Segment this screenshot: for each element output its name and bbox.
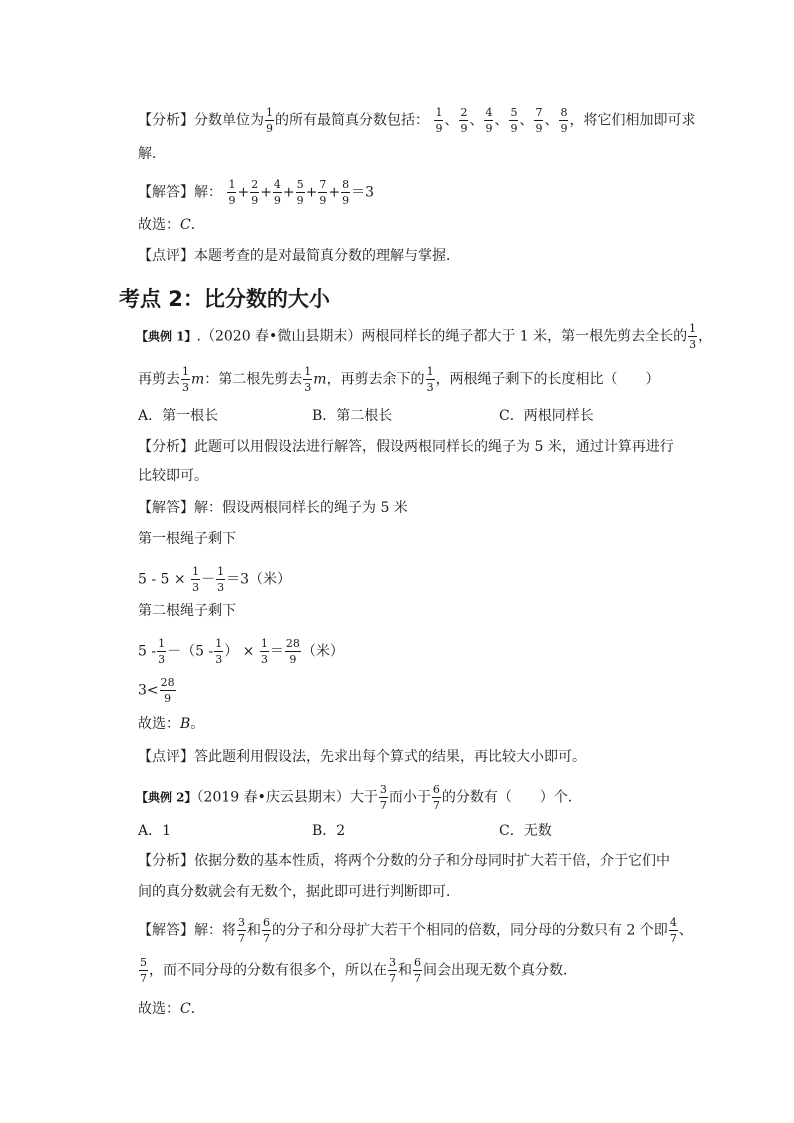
fraction: $\frac{1}{3}$ [158,637,166,666]
fraction: $\frac{7}{9}$ [535,106,543,135]
example-1-analysis-line-2: 比较即可。 [138,468,208,484]
option-c: C．无数 [499,823,552,839]
option-a: A．1 [138,823,172,839]
fraction: $\frac{6}{7}$ [432,783,440,812]
example-1-question-line-1: 【典例 1】.（2020 春•微山县期末）两根同样长的绳子都大于 1 米，第一根先剪去全长的 $\frac{1}{3}$ ， [136,322,713,351]
example-2-answer-line-2: $\frac{5}{7}$ ，而不同分母的分数有很多个，所以在 $\frac{3}{7}$ 和 $\frac{6}{7}$ 间会出现无数个真分数． [140,956,577,985]
example-2-answer-line-1: 【解答】解：将 $\frac{3}{7}$ 和 $\frac{6}{7}$ 的分子和分母扩大若干个相同的倍数，同分母的分数只有 2 个即 $\frac{4}{7}$ 、 [138,916,693,945]
calc-1: 5 - 5 × $\frac{1}{3}$ － $\frac{1}{3}$ ＝3（米） [138,565,292,594]
option-a: A．第一根长 [138,408,219,424]
example-1-comment: 【点评】答此题利用假设法，先求出每个算式的结果，再比较大小即可。 [138,749,586,765]
option-c: C．两根同样长 [499,408,594,424]
fraction: $\frac{2}{9}$ [251,178,259,207]
example-1-choose: 故选：B。 [138,716,205,732]
fraction: $\frac{1}{3}$ [689,322,697,351]
fraction: $\frac{1}{9}$ [228,178,236,207]
fraction: $\frac{3}{7}$ [238,916,245,945]
example-2-choose: 故选：C． [138,1001,205,1017]
fraction: $\frac{6}{7}$ [263,916,270,945]
fraction: $\frac{4}{9}$ [273,178,281,207]
answer-line: 【解答】解： $\frac{1}{9}$ + $\frac{2}{9}$ + $\frac{4}{9}$ + $\frac{5}{9}$ + $\frac{7}{9}$ + $\frac{8}{9}$ ＝3 [138,178,375,207]
fraction: $\frac{5}{7}$ [140,956,147,985]
option-b: B．2 [312,823,346,839]
fraction: $\frac{6}{7}$ [414,956,421,985]
fraction: $\frac{5}{9}$ [296,178,304,207]
section-heading: 考点 2：比分数的大小 [119,287,330,311]
fraction: $\frac{8}{9}$ [342,178,350,207]
example-tag: 【典例 2】 [136,790,197,805]
fraction: $\frac{3}{7}$ [379,783,387,812]
example-2-analysis-line-1: 【分析】依据分数的基本性质，将两个分数的分子和分母同时扩大若干倍，介于它们中 [138,853,670,869]
example-2-analysis-line-2: 间的真分数就会有无数个，据此即可进行判断即可． [138,884,460,900]
option-b: B．第二根长 [312,408,393,424]
first-rope-label: 第一根绳子剩下 [138,531,236,547]
analysis-line-2: 解． [138,146,166,162]
fraction: $\frac{28}{9}$ [160,676,175,705]
fraction: $\frac{1}{3}$ [426,365,434,394]
analysis-line-1: 【分析】分数单位为 $\frac{1}{9}$ 的所有最简真分数包括： $\frac{1}{9}$ 、 $\frac{2}{9}$ 、 $\frac{4}{9}$ 、 $\frac{5}{9}$ 、 $\frac{7}{9}$ 、 $\frac{8}{9}$ ，将它们相加即可求 [138,106,696,135]
comment-line: 【点评】本题考查的是对最简真分数的理解与掌握． [138,248,460,264]
fraction: $\frac{8}{9}$ [560,106,568,135]
fraction: $\frac{1}{9}$ [435,106,443,135]
fraction: $\frac{4}{7}$ [669,916,677,945]
answer-tag: 【解答】 [138,184,194,201]
fraction: $\frac{1}{3}$ [215,637,223,666]
example-1-answer-line: 【解答】解：假设两根同样长的绳子为 5 米 [138,500,408,516]
fraction: $\frac{1}{3}$ [260,637,268,666]
fraction: $\frac{28}{9}$ [285,637,300,666]
example-1-analysis-line-1: 【分析】此题可以用假设法进行解答，假设两根同样长的绳子为 5 米，通过计算再进行 [138,439,674,455]
fraction: $\frac{3}{7}$ [389,956,396,985]
comparison: 3< $\frac{28}{9}$ [138,676,175,705]
comment-tag: 【点评】 [138,248,194,264]
fraction: $\frac{1}{3}$ [304,365,312,394]
second-rope-label: 第二根绳子剩下 [138,603,236,619]
example-1-question-line-2: 再剪去 $\frac{1}{3}$ m：第二根先剪去 $\frac{1}{3}$ m，再剪去余下的 $\frac{1}{3}$ ，两根绳子剩下的长度相比（ ） [138,365,660,394]
calc-2: 5 - $\frac{1}{3}$ －（5 - $\frac{1}{3}$ ） × $\frac{1}{3}$ ＝ $\frac{28}{9}$ （米） [138,637,344,666]
fraction: $\frac{7}{9}$ [319,178,327,207]
fraction: $\frac{1}{9}$ [266,106,273,135]
choose-line: 故选：C． [138,217,205,233]
fraction: $\frac{1}{3}$ [192,565,200,594]
fraction: $\frac{4}{9}$ [485,106,493,135]
fraction: $\frac{1}{3}$ [217,565,225,594]
analysis-tag: 【分析】 [138,112,194,129]
fraction: $\frac{1}{3}$ [182,365,189,394]
fraction: $\frac{5}{9}$ [510,106,518,135]
example-tag: 【典例 1】 [136,329,197,344]
fraction: $\frac{2}{9}$ [460,106,468,135]
example-2-question: 【典例 2】（2019 春•庆云县期末）大于 $\frac{3}{7}$ 而小于 $\frac{6}{7}$ 的分数有（ ）个． [136,783,582,812]
